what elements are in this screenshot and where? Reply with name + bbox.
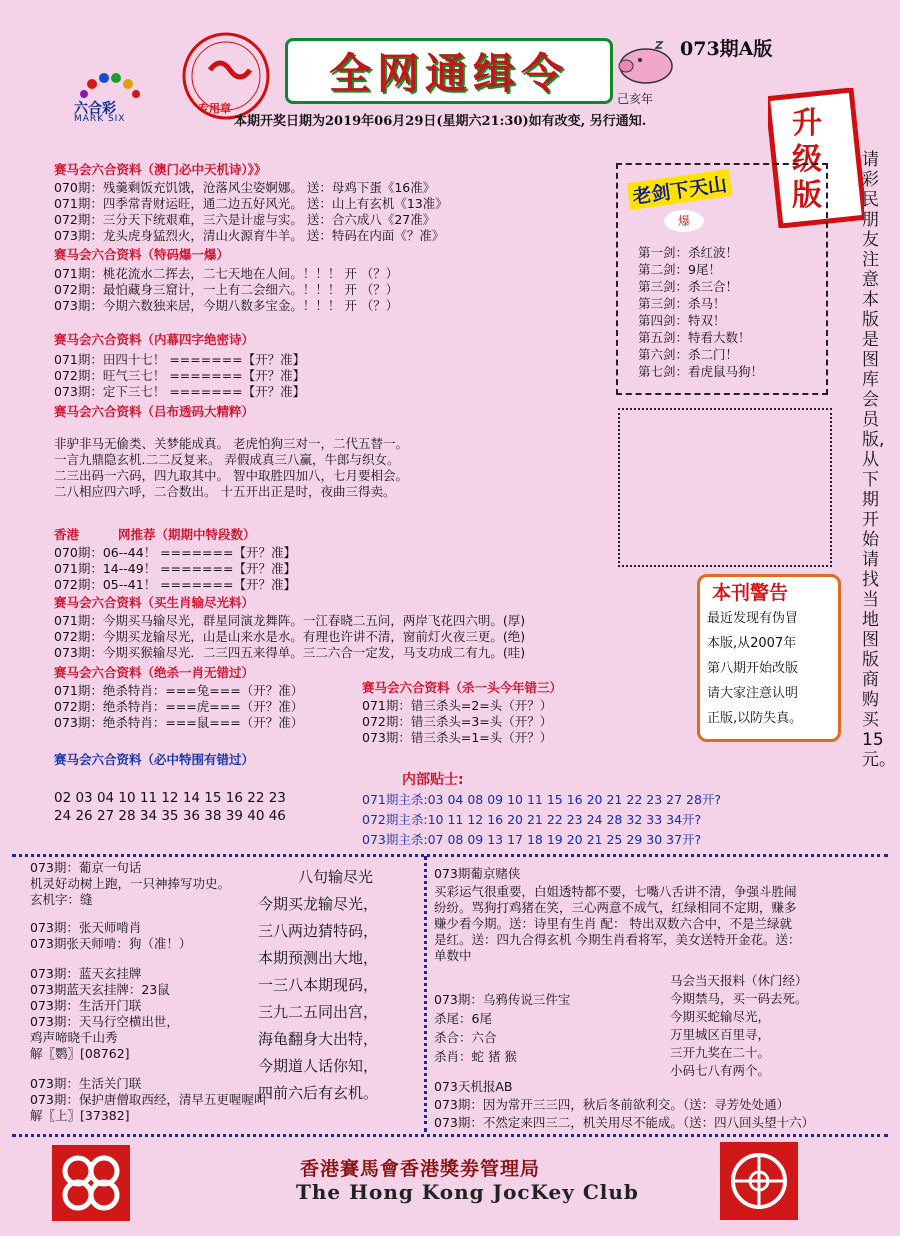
sword-line: 第三剑：杀三合！ [638,279,739,294]
page-title: 全网通缉令 [328,49,569,98]
burst-line: 073期：今期六数独来居，今期八数多宝金。！！！ 开 （？） [54,298,399,313]
insider4-line: 073期：定下三七！ =======【开？准】 [54,384,306,399]
left-col-line: 玄机字：缝 [30,892,93,907]
horse-line: 今期禁马，买一码去死。 [670,991,808,1006]
stamp-text: 专用章 [198,102,231,115]
left-col-line: 073期：张天师啃肖 [30,920,142,935]
gambler-line: 买彩运气很重要，白姐透特都不要，七嘴八舌讲不清，争强斗胜闹 [434,884,797,899]
footer-cn: 香港賽馬會香港獎劵管理局 [300,1158,541,1180]
horse-line: 马会当天报料（休门经） [670,973,808,988]
left-col-line: 073期：葡京一句话 [30,860,142,875]
must-hit-heading: 赛马会六合资料（必中特围有错过） [54,752,255,767]
insider-tip-line: 072期主杀:10 11 12 16 20 21 22 23 24 28 32 33 34开? [362,812,702,827]
stamp-seal [180,30,272,122]
horse-line: 万里城区百里寻， [670,1027,771,1042]
poem8-line: 今期买龙输尽光， [258,895,379,913]
lubu-line: 二八相应四六呼，二合数出。 十五开出正是时，夜曲三得卖。 [54,484,396,499]
zodiac-year: 己亥年 [617,92,654,106]
hk-net-heading-a: 香港 [54,527,80,542]
buy-zodiac-line: 071期：今期买马输尽光，群星同演龙舞阵。一江春晓二五问，两岸飞花四六明。(厚) [54,613,526,628]
kill-head-line: 071期：错三杀头=2=头（开？） [362,698,553,713]
must-hit-row: 02 03 04 10 11 12 14 15 16 22 23 [54,790,286,806]
sword-line: 第六剑：杀二门！ [638,347,739,362]
kill-head-heading: 赛马会六合资料（杀一头今年错三） [362,680,563,695]
vertical-notice: 请彩民朋友注意本版是图库会员版,从下期开始请找当地图版商购买15元。 [862,150,896,770]
insider-tip-line: 073期主杀:07 08 09 13 17 18 19 20 21 25 29 30 37开? [362,832,702,847]
sword-line: 第五剑：特看大数！ [638,330,751,345]
hkjc-knot-logo [52,1145,130,1221]
horse-line: 今期买蛇输尽光， [670,1009,771,1024]
left-col-line: 073期张天师啃：狗（准！） [30,936,192,951]
pig-icon [612,36,678,86]
lubu-line: 非驴非马无偷类、关梦能成真。 老虎怕狗三对一，二代五替一。 [54,436,408,451]
poem8-line: 三九二五同出宫， [258,1003,379,1021]
insider-tip-heading: 内部贴士: [402,772,464,788]
macau-line: 073期：龙头虎身猛烈火，清山火源育牛羊。 送：特码在内面《？准》 [54,228,445,243]
crow-line: 073期：乌鸦传说三件宝 [434,992,571,1007]
poem8-title: 八句输尽光 [298,868,374,886]
title-banner [285,38,613,104]
kill-one-heading: 赛马会六合资料（绝杀一肖无错过） [54,665,255,680]
buy-zodiac-heading: 赛马会六合资料（买生肖输尽光料） [54,595,255,610]
lubu-heading: 赛马会六合资料（吕布透码大精粹） [54,404,255,419]
sword-line: 第二剑：9尾！ [638,262,721,277]
tianji-line: 073天机报AB [434,1079,513,1094]
gambler-line: 单数中 [434,948,472,963]
gambler-line: 是红。送：四九合得玄机 今期生肖看将军，美女送特开金花。送： [434,932,801,947]
insider-tip-line: 071期主杀:03 04 08 09 10 11 15 16 20 21 22 23 27 28开? [362,792,722,807]
warning-line: 请大家注意认明 [707,686,799,701]
left-col-line: 073期：蓝天玄挂牌 [30,966,142,981]
sword-line: 第七剑：看虎鼠马狗！ [638,364,764,379]
sword-line: 第三剑：杀马！ [638,296,726,311]
crow-line: 杀尾：6尾 [434,1011,492,1026]
warning-line: 最近发现有伪冒 [707,611,799,626]
left-col-line: 073期：天马行空横出世， [30,1014,179,1029]
hk-net-heading-b: 网推荐（期期中特段数） [118,527,256,542]
poem8-line: 四前六后有玄机。 [258,1084,379,1102]
insider4-line: 072期：旺气三七！ =======【开？准】 [54,368,306,383]
divider [424,856,427,1132]
left-col-line: 解〖上〗[37382] [30,1108,130,1123]
mark-six-logo [70,72,150,126]
upgrade-stamp-text: 升级版 [792,106,822,213]
macau-line: 070期：残羹剩饭充饥饿，沧落风尘姿婀娜。 送：母鸡下蛋《16准》 [54,180,436,195]
issue-number: 073期A版 [680,38,773,60]
warning-title: 本刊警告 [712,582,789,604]
sword-burst: 爆 [664,210,704,232]
kill-one-line: 073期：绝杀特肖：===鼠===（开？准） [54,715,304,730]
warning-line: 正版,以防失真。 [707,711,803,726]
left-col-line: 073期：保护唐僧取西经，清早五更喔喔叫 [30,1092,267,1107]
logo-text-cn: 六合彩 [74,101,116,117]
lubu-line: 一言九鼎隐玄机.二二反复来。 弄假成真三八赢，牛郎与织女。 [54,452,400,467]
crow-line: 杀肖：蛇 猪 猴 [434,1049,517,1064]
divider [12,1134,888,1137]
left-col-line: 机灵好动树上跑，一只神捧写功史。 [30,876,231,891]
gambler-line: 赚少看今期。送：诗里有生肖 配： 特出双数六合中，不是兰绿就 [434,916,792,931]
burst-heading: 赛马会六合资料（特码爆一爆） [54,247,230,262]
macau-line: 072期：三分天下统艰难，三六是计虚与实。 送：合六成八《27准》 [54,212,436,227]
left-col-line: 073期：生活关门联 [30,1076,142,1091]
kill-one-line: 071期：绝杀特肖：===兔===（开？准） [54,683,304,698]
tianji-line: 073期：不然定来四三二，机关用尽不能成。（送：四八回头望十六） [434,1115,815,1130]
kill-head-line: 072期：错三杀头=3=头（开？） [362,714,553,729]
burst-line: 071期：桃花流水二挥去，二七天地在人间。！！！ 开 （？） [54,266,399,281]
gambler-line: 纷纷。骂狗打鸡猪在笑，三心两意不成气，红绿相同不定期，赚多 [434,900,797,915]
must-hit-row: 24 26 27 28 34 35 36 38 39 40 46 [54,808,286,824]
divider [12,854,888,857]
footer-en: The Hong Kong JocKey Club [296,1180,639,1204]
kill-head-line: 073期：错三杀头=1=头（开？） [362,730,553,745]
logo-text-en: MARK SIX [74,114,126,124]
warning-line: 第八期开始改版 [707,661,799,676]
macau-line: 071期：四季常青财运旺，通二边五好风光。 送：山上有玄机《13准》 [54,196,448,211]
poem8-line: 今期道人话你知， [258,1057,379,1075]
kill-one-line: 072期：绝杀特肖：===虎===（开？准） [54,699,304,714]
hk-net-line: 072期：05--41！ =======【开？准】 [54,577,296,592]
buy-zodiac-line: 072期：今期买龙输尽光，山是山来水是水。有理也许讲不清，窗前灯火夜三更。(绝) [54,629,526,644]
left-col-line: 073期：生活开门联 [30,998,142,1013]
poem8-line: 本期预测出大地， [258,949,379,967]
crow-line: 杀合：六合 [434,1030,497,1045]
poem8-line: 三八两边猜特码， [258,922,379,940]
warning-line: 本版,从2007年 [707,636,797,651]
sword-title: 老剑下天山 [627,169,733,210]
insider4-heading: 赛马会六合资料（内幕四字绝密诗） [54,332,255,347]
hk-net-line: 071期：14--49！ =======【开？准】 [54,561,296,576]
left-col-line: 073期蓝天玄挂牌：23鼠 [30,982,170,997]
hk-net-line: 070期：06--44！ =======【开？准】 [54,545,296,560]
tianji-line: 073期：因为常开三三四，秋后冬前欲利交。（送：寻芳处处通） [434,1097,790,1112]
insider4-line: 071期：田四十七！ =======【开？准】 [54,352,306,367]
buy-zodiac-line: 073期：今期买猴输尽光．二三四五来得单。三二六合一定发，马支功成二有九。(哇) [54,645,526,660]
poem8-line: 一三八本期现码， [258,976,379,994]
sword-line: 第一剑：杀红波！ [638,245,739,260]
draw-date-notice: 本期开奖日期为2019年06月29日(星期六21:30)如有改变, 另行通知. [234,114,647,129]
burst-line: 072期：最怕藏身三窟计，一上有二会细六。！！！ 开 （？） [54,282,399,297]
left-col-line: 解〖鹦〗[08762] [30,1046,130,1061]
empty-dotted-box [618,408,832,567]
left-col-line: 鸡声啼晓千山秀 [30,1030,118,1045]
horse-line: 三开九奖在二十。 [670,1045,771,1060]
lubu-line: 二三出码一六码，四九取其中。 智中取胜四加八，七月要相会。 [54,468,408,483]
gambler-heading: 073期葡京赌侠 [434,866,521,881]
macau-heading: 赛马会六合资料（澳门必中天机诗）》》 [54,162,267,177]
horse-line: 小码七八有两个。 [670,1063,771,1078]
lottery-seal-logo [720,1142,798,1220]
sword-line: 第四剑：特双！ [638,313,726,328]
poem8-line: 海龟翻身大出特， [258,1030,379,1048]
